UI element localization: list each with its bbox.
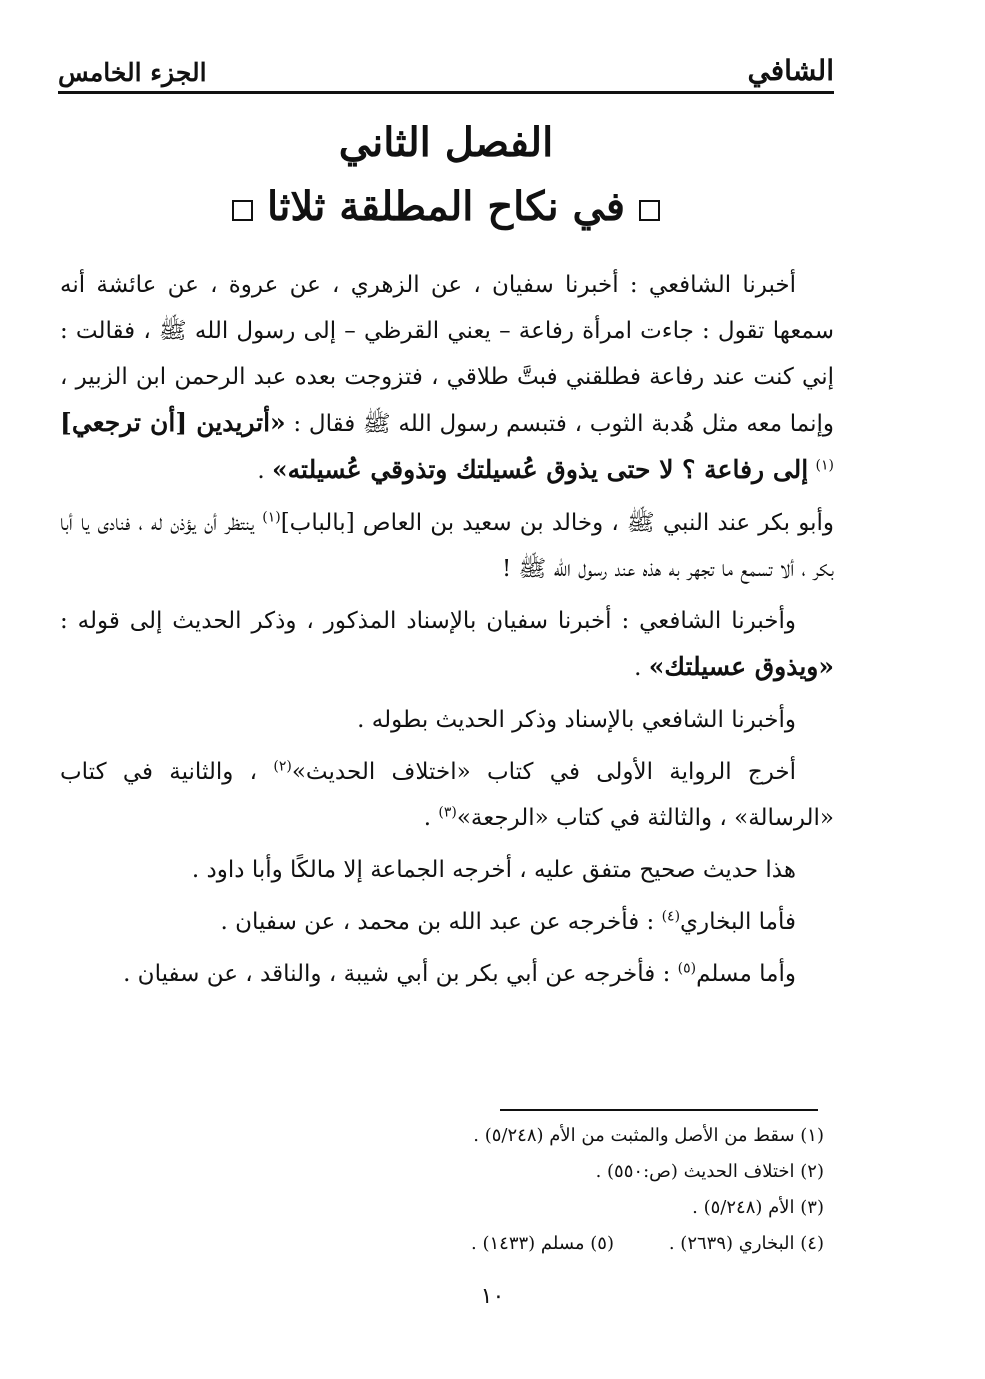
p5-text: أخرج الرواية الأولى في كتاب «اختلاف الحديث»	[291, 759, 797, 785]
square-ornament-icon	[232, 200, 253, 221]
p3-text: وأخبرنا الشافعي : أخبرنا سفيان بالإسناد المذكور ، وذكر الحديث إلى قوله :	[60, 608, 796, 634]
p8-text2: : فأخرجه عن أبي بكر بن أبي شيبة ، والناقد ، عن سفيان .	[123, 961, 671, 987]
page-number: ١٠	[480, 1284, 505, 1309]
footnote-3: (٣) الأم (٥/٢٤٨) .	[692, 1197, 824, 1218]
p1-quote-rest: إلى رفاعة ؟ لا حتى يذوق عُسيلتك وتذوقي عُسيلته»	[272, 455, 809, 484]
chapter-title: الفصل الثاني	[338, 119, 554, 166]
footnote-1: (١) سقط من الأصل والمثبت من الأم (٥/٢٤٨) .	[473, 1125, 824, 1146]
subtitle-text: في نكاح المطلقة ثلاثا	[267, 183, 625, 230]
paragraph-4: وأخبرنا الشافعي بالإسناد وذكر الحديث بطوله .	[357, 707, 796, 733]
paragraph-5	[60, 749, 834, 841]
paragraph-6: هذا حديث صحيح متفق عليه ، أخرجه الجماعة إلا مالكًا وأبا داود .	[191, 857, 796, 883]
footnote-5: (٥) مسلم (١٤٣٣) .	[471, 1233, 614, 1254]
footnote-ref-4: (٤)	[661, 908, 681, 925]
paragraph-2	[60, 500, 834, 592]
p5-text2: ، والثانية في كتاب «الرسالة» ، والثالثة في كتاب «الرجعة»	[60, 759, 834, 831]
footnotes	[60, 1118, 824, 1262]
footnote-ref-1b: (١)	[262, 509, 281, 526]
main-text	[60, 262, 834, 1003]
footnote-divider	[500, 1109, 818, 1111]
footnote-row-4-5	[60, 1226, 824, 1262]
footnote-2: (٢) اختلاف الحديث (ص:٥٥٠) .	[595, 1161, 824, 1182]
paragraph-7	[60, 899, 834, 945]
p3-quote: «ويذوق عسيلتك»	[648, 652, 834, 681]
square-ornament-icon	[639, 200, 660, 221]
volume-label: الجزء الخامس	[58, 58, 207, 87]
p7-text: فأما البخاري	[680, 909, 796, 935]
running-header	[58, 48, 834, 94]
p3-end: .	[634, 655, 642, 681]
chapter-subtitle	[58, 174, 834, 240]
p8-text: وأما مسلم	[696, 961, 796, 987]
p2-text2: ينتظر أن يؤذن له ، فنادى يا أبا بكر ، ألا تسمع ما تجهر به هذه عند رسول الله ﷺ !	[60, 510, 834, 582]
footnote-ref-3: (٣)	[438, 804, 457, 821]
footnote-ref-5: (٥)	[677, 960, 697, 977]
footnote-ref-1: (١)	[815, 457, 834, 474]
p5-end: .	[423, 805, 432, 831]
p2-text: وأبو بكر عند النبي ﷺ ، وخالد بن سعيد بن العاص [بالباب]	[280, 510, 834, 536]
footnote-ref-2: (٢)	[273, 758, 292, 775]
p7-text2: : فأخرجه عن عبد الله بن محمد ، عن سفيان .	[220, 909, 655, 935]
p1-text: أخبرنا الشافعي : أخبرنا سفيان ، عن الزهري ، عن عروة ، عن عائشة أنه سمعها تقول : جاءت امرأة رفاعة – يعني القرظي – إلى رسول الله ﷺ ، فقالت : إني كنت عند رفاعة فطلقني فبتَّ طلاقي ، فتزوجت بعده عبد الرحمن ابن الزبير ، وإنما معه مثل هُدبة الثوب ، فتبسم رسول الله ﷺ فقال :	[60, 272, 834, 437]
paragraph-3	[60, 598, 834, 691]
footnote-4: (٤) البخاري (٢٦٣٩) .	[668, 1233, 824, 1254]
p1-end: .	[257, 458, 265, 484]
paragraph-8	[60, 951, 834, 997]
book-title: الشافي	[747, 54, 834, 87]
chapter-heading	[58, 112, 834, 240]
paragraph-1	[60, 262, 834, 494]
p1-quote-open: «أتريدين [أن ترجعي]	[60, 408, 286, 437]
